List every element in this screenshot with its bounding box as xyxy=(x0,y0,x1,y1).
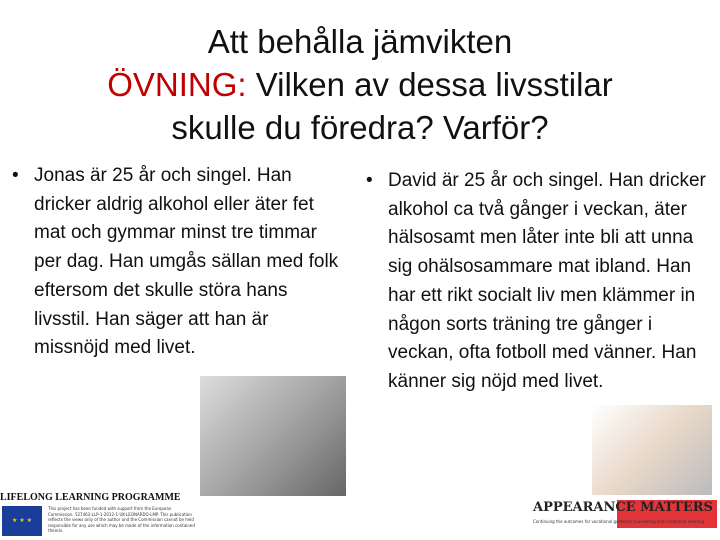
title-line-2-text: Vilken av dessa livsstilar xyxy=(246,66,613,103)
eu-disclaimer: This project has been funded with support from the European Commission. 527463-LLP-1-2012-1-UK-LEONARDO-LMP. This publication reflects the views only of the author and the Commission cannot be held responsible for any use which may be made of the information contained therein. xyxy=(48,506,195,533)
eu-funding-notice xyxy=(0,492,198,540)
title-line-2 xyxy=(0,63,720,106)
jonas-text: Jonas är 25 år och singel. Han dricker aldrig alkohol eller äter fet mat och gymmar minst tre timmar per dag. Han umgås sällan med folk eftersom det skulle störa hans livsstil. Han säger att han är missnöjd med livet. xyxy=(34,165,339,359)
logo-tagline: Continuing the outcomes for vocational guidance counselling and vocational learning xyxy=(533,519,705,524)
eu-heading: LIFELONG LEARNING PROGRAMME xyxy=(0,492,198,504)
logo-name: APPEARANCE MATTERS xyxy=(533,500,713,515)
relaxed-man-photo xyxy=(592,405,712,495)
exercise-label: ÖVNING: xyxy=(107,66,247,103)
slide-title xyxy=(0,20,720,149)
title-line-3: skulle du föredra? Varför? xyxy=(171,109,549,146)
eu-flag-icon: ★ ★ ★ xyxy=(2,506,42,536)
david-description xyxy=(366,167,716,397)
appearance-matters-logo xyxy=(533,500,718,540)
bullet: • xyxy=(12,165,19,186)
david-text: David är 25 år och singel. Han dricker alkohol ca två gånger i veckan, äter hälsosamt men låter inte bli att unna sig ohälsosammare mat ibland. Han har ett rikt socialt liv men klämmer in någon sorts träning tre gånger i veckan, ofta fotboll med vänner. Han känner sig nöjd med livet. xyxy=(388,170,706,392)
title-line-1: Att behålla jämvikten xyxy=(207,23,513,60)
bullet: • xyxy=(366,170,373,191)
jonas-description xyxy=(12,162,339,363)
gym-man-photo xyxy=(200,376,346,496)
